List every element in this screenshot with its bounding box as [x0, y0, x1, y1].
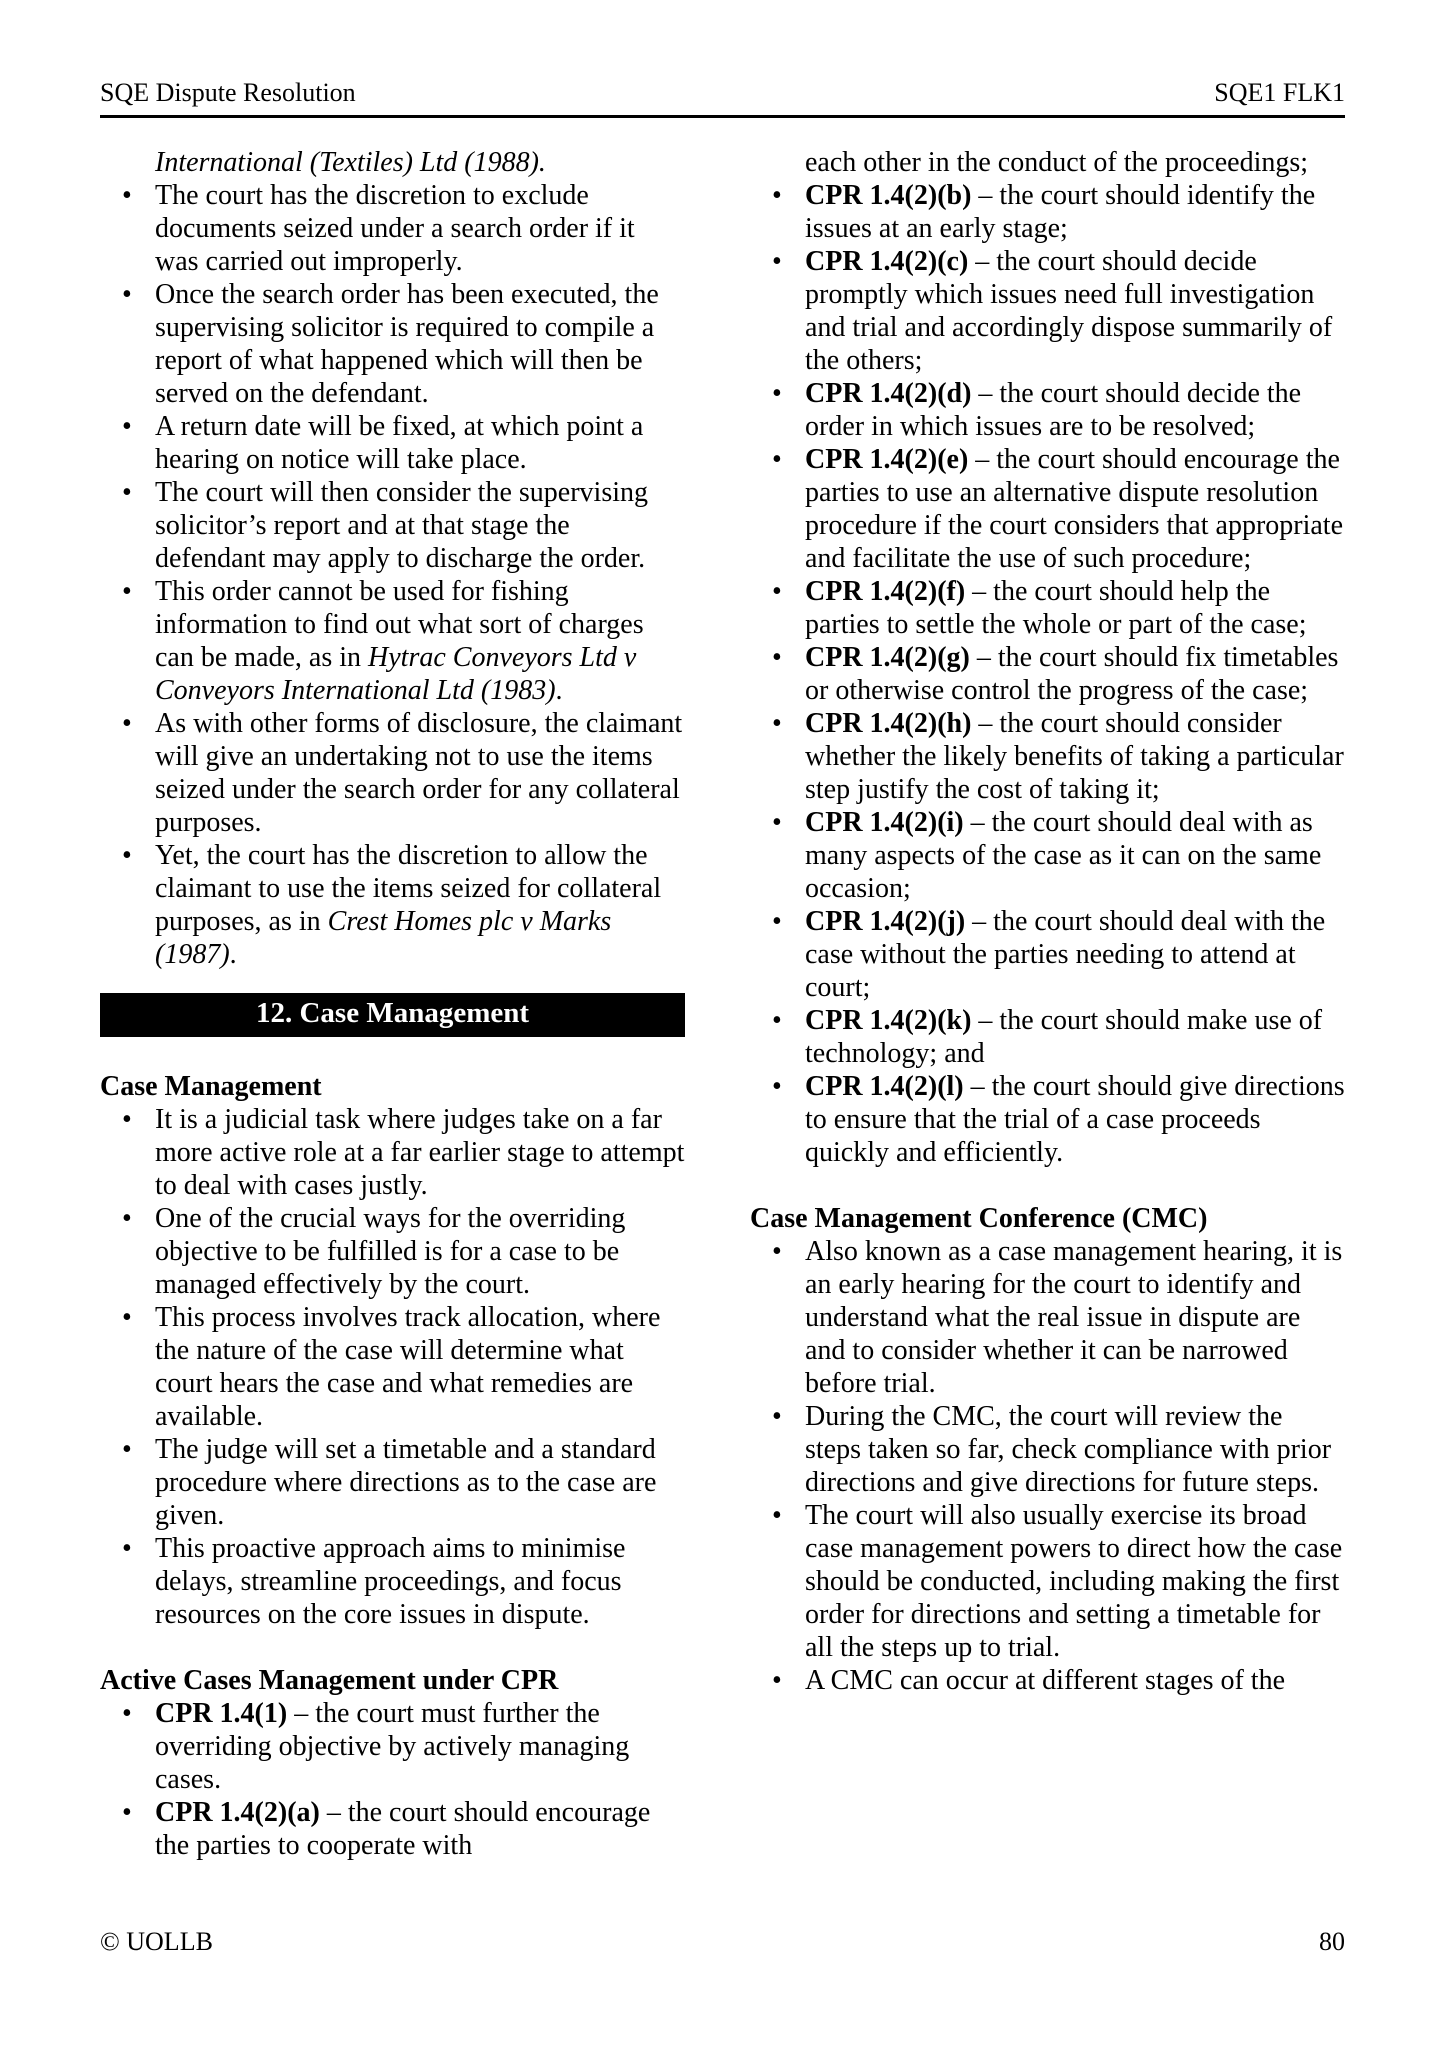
bullet-item	[750, 575, 1345, 641]
text-segment: – the court should encourage the parties to use an alternative dispute resolution procedure if the court considers that appropriate and facilitate the use of such procedure;	[805, 444, 1344, 574]
bullet-item	[100, 278, 685, 410]
bullet-marker: •	[122, 576, 132, 607]
bullet-marker: •	[122, 840, 132, 871]
text-segment: .	[229, 939, 237, 970]
bullet-text	[805, 1004, 1345, 1070]
text-segment: CPR 1.4(2)(d)	[805, 378, 972, 409]
bullet-text	[805, 1235, 1345, 1400]
bullet-text	[805, 179, 1345, 245]
bullet-item	[750, 641, 1345, 707]
text-segment: Case Management Conference (CMC)	[750, 1203, 1208, 1234]
bullet-item	[100, 1697, 685, 1796]
bullet-item	[100, 1532, 685, 1631]
bullet-marker: •	[772, 642, 782, 673]
bullet-marker: •	[122, 1104, 132, 1135]
footer-copyright: © UOLLB	[100, 1927, 213, 1956]
text-segment: It is a judicial task where judges take on a far more active role at a far earlier stage to attempt to deal with cases justly.	[155, 1104, 685, 1201]
text-segment: This proactive approach aims to minimise delays, streamline proceedings, and focus resources on the core issues in dispute.	[155, 1533, 626, 1630]
bullet-marker: •	[122, 1533, 132, 1564]
header-title: SQE Dispute Resolution	[100, 78, 356, 107]
page-footer	[100, 1926, 1345, 1958]
bullet-text	[805, 806, 1345, 905]
text-segment: As with other forms of disclosure, the claimant will give an undertaking not to use the items seized under the search order for any collateral purposes.	[155, 708, 683, 838]
bullet-marker: •	[772, 1665, 782, 1696]
text-segment: – the court should help the parties to settle the whole or part of the case;	[805, 576, 1307, 640]
bullet-item	[750, 1070, 1345, 1169]
text-segment: Once the search order has been executed, the supervising solicitor is required to compile a report of what happened which will then be served on the defendant.	[155, 279, 659, 409]
bullet-text	[155, 179, 685, 278]
bullet-item	[750, 905, 1345, 1004]
text-segment: A return date will be fixed, at which point a hearing on notice will take place.	[155, 411, 644, 475]
bullet-item	[750, 1004, 1345, 1070]
bullet-text	[155, 1697, 685, 1796]
text-segment: – the court must further the overriding objective by actively managing cases.	[155, 1698, 630, 1795]
bullet-text	[155, 1433, 685, 1532]
bullet-item	[750, 806, 1345, 905]
bullet-text	[805, 377, 1345, 443]
text-segment: each other in the conduct of the proceedings;	[805, 147, 1309, 178]
bullet-item	[750, 245, 1345, 377]
bullet-item	[100, 476, 685, 575]
bullet-item	[100, 1796, 685, 1862]
bullet-marker: •	[122, 1434, 132, 1465]
bullet-item	[750, 377, 1345, 443]
text-segment: Case Management	[100, 1071, 322, 1102]
text-segment: – the court should decide the order in which issues are to be resolved;	[805, 378, 1302, 442]
bullet-marker: •	[772, 807, 782, 838]
bullet-marker: •	[772, 246, 782, 277]
text-segment: CPR 1.4(2)(f)	[805, 576, 966, 607]
text-segment: CPR 1.4(2)(k)	[805, 1005, 972, 1036]
text-segment: Yet, the court has the discretion to allow the claimant to use the items seized for collateral purposes, as in	[155, 840, 662, 937]
bullet-marker: •	[772, 1005, 782, 1036]
text-segment: – the court should give directions to ensure that the trial of a case proceeds quickly and efficiently.	[805, 1071, 1345, 1168]
bullet-text	[805, 245, 1345, 377]
bullet-item	[750, 1664, 1345, 1697]
bullet-marker: •	[772, 378, 782, 409]
bullet-marker: •	[122, 1302, 132, 1333]
bullet-marker: •	[772, 708, 782, 739]
text-segment: Active Cases Management under CPR	[100, 1665, 559, 1696]
text-segment: CPR 1.4(2)(b)	[805, 180, 972, 211]
text-segment: Hytrac Conveyors Ltd v Conveyors International Ltd (1983)	[155, 642, 637, 706]
text-segment: One of the crucial ways for the overriding objective to be fulfilled is for a case to be managed effectively by the court.	[155, 1203, 626, 1300]
text-segment: CPR 1.4(2)(i)	[805, 807, 964, 838]
bullet-marker: •	[772, 1401, 782, 1432]
bullet-text	[805, 707, 1345, 806]
text-segment: CPR 1.4(2)(e)	[805, 444, 969, 475]
subsection-heading	[750, 1202, 1345, 1235]
column-right	[750, 146, 1345, 1862]
text-segment: This process involves track allocation, where the nature of the case will determine what court hears the case and what remedies are available.	[155, 1302, 661, 1432]
bullet-marker: •	[772, 1071, 782, 1102]
bullet-item	[750, 443, 1345, 575]
bullet-item	[750, 1400, 1345, 1499]
bullet-item	[750, 707, 1345, 806]
header-exam-code: SQE1 FLK1	[1214, 78, 1345, 107]
bullet-text	[155, 1796, 685, 1862]
bullet-marker: •	[122, 1203, 132, 1234]
bullet-text	[805, 641, 1345, 707]
bullet-text	[155, 410, 685, 476]
text-segment: – the court should deal with as many aspects of the case as it can on the same occasion;	[805, 807, 1322, 904]
bullet-text	[805, 443, 1345, 575]
bullet-marker: •	[772, 1236, 782, 1267]
bullet-item	[100, 839, 685, 971]
bullet-text	[805, 1664, 1345, 1697]
bullet-item	[100, 1103, 685, 1202]
text-segment: – the court should encourage the parties to cooperate with	[155, 1797, 651, 1861]
bullet-text	[155, 575, 685, 707]
bullet-text	[155, 1532, 685, 1631]
footer-page-number: 80	[1319, 1927, 1345, 1956]
bullet-marker: •	[772, 1500, 782, 1531]
text-segment: CPR 1.4(2)(l)	[805, 1071, 964, 1102]
text-segment: Also known as a case management hearing, it is an early hearing for the court to identify and understand what the real issue in dispute are and to consider whether it can be narrowed before trial.	[805, 1236, 1343, 1399]
continuation-text	[100, 146, 685, 179]
text-segment: – the court should fix timetables or otherwise control the progress of the case;	[805, 642, 1339, 706]
bullet-marker: •	[772, 906, 782, 937]
text-segment: – the court should decide promptly which issues need full investigation and trial and accordingly dispose summarily of the others;	[805, 246, 1333, 376]
column-left	[100, 146, 685, 1862]
bullet-text	[155, 1202, 685, 1301]
text-segment: This order cannot be used for fishing information to find out what sort of charges can be made, as in	[155, 576, 644, 673]
text-segment: CPR 1.4(2)(a)	[155, 1797, 320, 1828]
bullet-item	[100, 410, 685, 476]
bullet-text	[155, 839, 685, 971]
two-column-body	[100, 146, 1345, 1862]
bullet-marker: •	[122, 477, 132, 508]
bullet-text	[155, 278, 685, 410]
bullet-item	[100, 1433, 685, 1532]
text-segment: The court will then consider the supervising solicitor’s report and at that stage the defendant may apply to discharge the order.	[155, 477, 648, 574]
text-segment: CPR 1.4(2)(c)	[805, 246, 969, 277]
bullet-text	[805, 1499, 1345, 1664]
continuation-text	[750, 146, 1345, 179]
subsection-heading	[100, 1664, 685, 1697]
bullet-marker: •	[122, 411, 132, 442]
bullet-marker: •	[122, 279, 132, 310]
text-segment: – the court should identify the issues at an early stage;	[805, 180, 1316, 244]
bullet-marker: •	[772, 576, 782, 607]
text-segment: International (Textiles) Ltd (1988).	[155, 147, 546, 178]
text-segment: – the court should make use of technology; and	[805, 1005, 1323, 1069]
text-segment: .	[555, 675, 563, 706]
bullet-item	[750, 179, 1345, 245]
bullet-item	[100, 1301, 685, 1433]
text-segment: The court has the discretion to exclude documents seized under a search order if it was carried out improperly.	[155, 180, 635, 277]
page-header	[100, 78, 1345, 118]
text-segment: – the court should consider whether the likely benefits of taking a particular step justify the cost of taking it;	[805, 708, 1344, 805]
text-segment: A CMC can occur at different stages of the	[805, 1665, 1286, 1696]
text-segment: CPR 1.4(1)	[155, 1698, 288, 1729]
bullet-text	[805, 575, 1345, 641]
bullet-item	[750, 1235, 1345, 1400]
bullet-marker: •	[772, 444, 782, 475]
bullet-text	[805, 1400, 1345, 1499]
bullet-text	[155, 476, 685, 575]
bullet-marker: •	[122, 708, 132, 739]
bullet-item	[100, 179, 685, 278]
bullet-text	[155, 707, 685, 839]
bullet-marker: •	[122, 1797, 132, 1828]
bullet-marker: •	[122, 180, 132, 211]
text-segment: – the court should deal with the case without the parties needing to attend at court;	[805, 906, 1326, 1003]
bullet-item	[750, 1499, 1345, 1664]
subsection-heading	[100, 1070, 685, 1103]
bullet-item	[100, 1202, 685, 1301]
bullet-text	[805, 1070, 1345, 1169]
bullet-item	[100, 575, 685, 707]
text-segment: The judge will set a timetable and a standard procedure where directions as to the case are given.	[155, 1434, 657, 1531]
text-segment: During the CMC, the court will review the steps taken so far, check compliance with prior directions and give directions for future steps.	[805, 1401, 1332, 1498]
section-banner: 12. Case Management	[100, 993, 685, 1037]
bullet-text	[805, 905, 1345, 1004]
bullet-marker: •	[122, 1698, 132, 1729]
text-segment: Crest Homes plc v Marks (1987)	[155, 906, 612, 970]
bullet-text	[155, 1103, 685, 1202]
bullet-text	[155, 1301, 685, 1433]
bullet-marker: •	[772, 180, 782, 211]
text-segment: The court will also usually exercise its broad case management powers to direct how the case should be conducted, including making the first order for directions and setting a timetable for all the steps up to trial.	[805, 1500, 1343, 1663]
text-segment: CPR 1.4(2)(h)	[805, 708, 972, 739]
text-segment: CPR 1.4(2)(j)	[805, 906, 966, 937]
text-segment: CPR 1.4(2)(g)	[805, 642, 970, 673]
bullet-item	[100, 707, 685, 839]
